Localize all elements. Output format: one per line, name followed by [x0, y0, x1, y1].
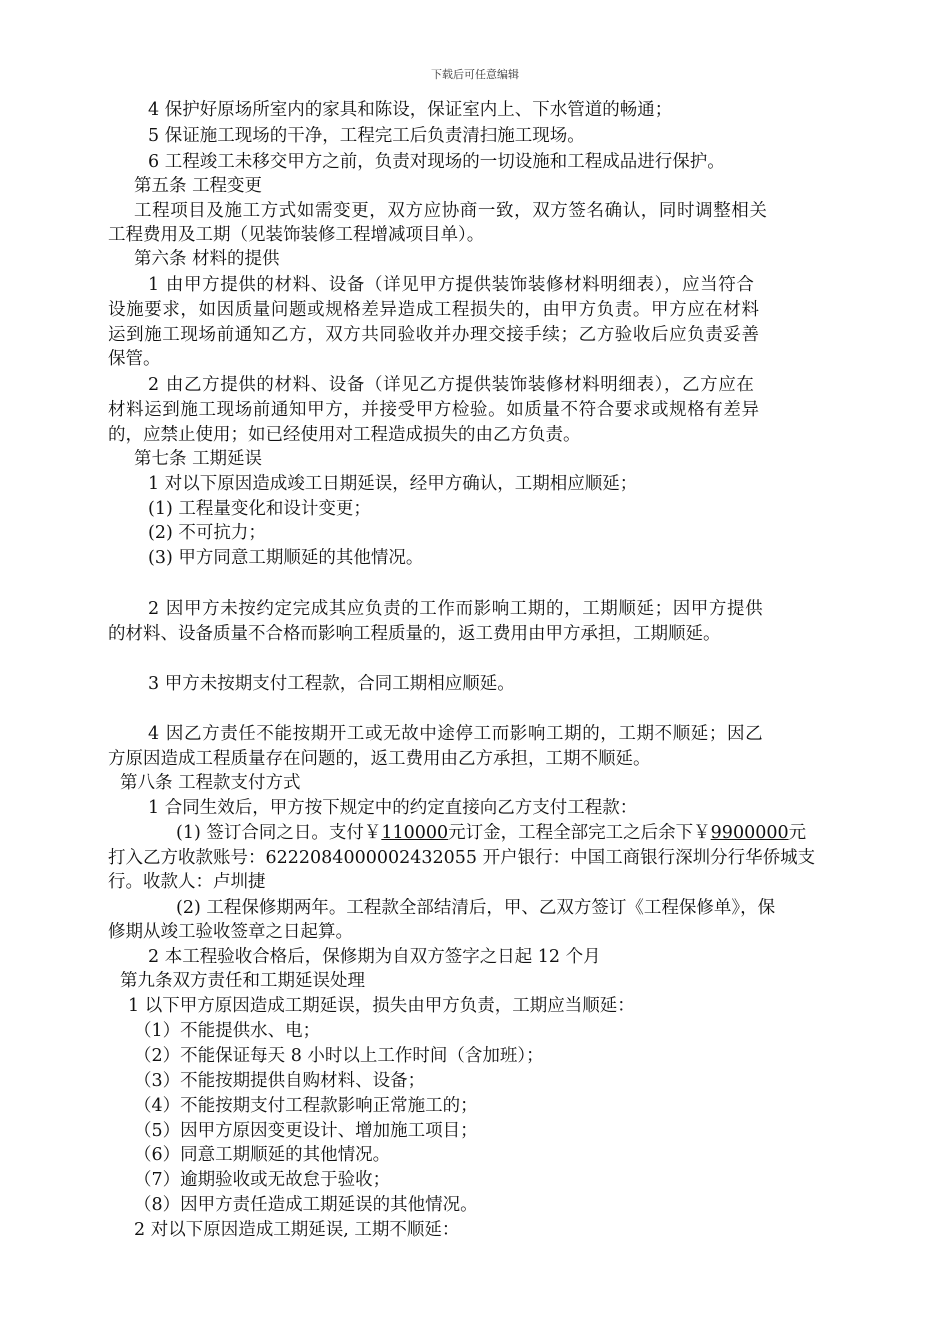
page-header: 下载后可任意编辑 [431, 68, 519, 81]
paragraph-line: 3 甲方未按期支付工程款，合同工期相应顺延。 [148, 674, 515, 694]
payment-line [176, 821, 806, 845]
paragraph-line: 2 因甲方未按约定完成其应负责的工作而影响工期的，工期顺延；因甲方提供 [148, 599, 764, 619]
list-item: (3) 甲方同意工期顺延的其他情况。 [148, 548, 424, 568]
paragraph-line: 方原因造成工程质量存在问题的，返工费用由乙方承担，工期不顺延。 [108, 749, 651, 769]
list-item: （2）不能保证每天 8 小时以上工作时间（含加班）； [134, 1046, 544, 1066]
paragraph-line: 4 因乙方责任不能按期开工或无故中途停工而影响工期的，工期不顺延；因乙 [148, 724, 764, 744]
paragraph-line: 1 合同生效后，甲方按下规定中的约定直接向乙方支付工程款： [148, 798, 638, 818]
payment-suffix: 元 [788, 823, 807, 843]
paragraph-line: 的，应禁止使用；如已经使用对工程造成损失的由乙方负责。 [108, 425, 581, 445]
section-heading: 第五条 工程变更 [134, 176, 263, 196]
paragraph-line: 1 对以下原因造成竣工日期延误，经甲方确认，工期相应顺延； [148, 474, 638, 494]
section-heading: 第九条双方责任和工期延误处理 [120, 971, 365, 991]
paragraph-line: 工程费用及工期（见装饰装修工程增减项目单）。 [108, 225, 485, 245]
balance-amount: 9900000 [710, 823, 789, 843]
paragraph-line: 2 由乙方提供的材料、设备（详见乙方提供装饰装修材料明细表），乙方应在 [148, 375, 755, 395]
section-heading: 第八条 工程款支付方式 [120, 773, 301, 793]
list-item: （7）逾期验收或无故怠于验收； [134, 1170, 391, 1190]
section-heading: 第七条 工期延误 [134, 449, 263, 469]
paragraph-line: 材料运到施工现场前通知甲方，并接受甲方检验。如质量不符合要求或规格有差异 [108, 400, 760, 420]
list-item: （4）不能按期支付工程款影响正常施工的； [134, 1096, 478, 1116]
paragraph-line: 设施要求，如因质量问题或规格差异造成工程损失的，由甲方负责。甲方应在材料 [108, 300, 760, 320]
paragraph-line: (2) 工程保修期两年。工程款全部结清后，甲、乙双方签订《工程保修单》，保 [176, 898, 776, 918]
list-item: （8）因甲方责任造成工期延误的其他情况。 [134, 1195, 478, 1215]
list-item: （1）不能提供水、电； [134, 1021, 321, 1041]
list-item: （6）同意工期顺延的其他情况。 [134, 1145, 391, 1165]
paragraph-line: 6 工程竣工未移交甲方之前，负责对现场的一切设施和工程成品进行保护。 [148, 152, 725, 172]
section-heading: 第六条 材料的提供 [134, 249, 280, 269]
paragraph-line: 保管。 [108, 349, 161, 369]
list-item: （3）不能按期提供自购材料、设备； [134, 1071, 426, 1091]
deposit-amount: 110000 [381, 823, 449, 843]
paragraph-line: 2 本工程验收合格后，保修期为自双方签字之日起 12 个月 [148, 947, 601, 967]
paragraph-line: 5 保证施工现场的干净，工程完工后负责清扫施工现场。 [148, 126, 585, 146]
list-item: (2) 不可抗力； [148, 523, 266, 543]
paragraph-line: 打入乙方收款账号：6222084000002432055 开户银行：中国工商银行深圳分行华侨城支 [108, 848, 816, 868]
payment-middle: 元订金，工程全部完工之后余下￥ [448, 823, 711, 843]
paragraph-line: 2 对以下原因造成工期延误, 工期不顺延： [134, 1220, 460, 1240]
paragraph-line: 1 由甲方提供的材料、设备（详见甲方提供装饰装修材料明细表），应当符合 [148, 275, 755, 295]
paragraph-line: 4 保护好原场所室内的家具和陈设，保证室内上、下水管道的畅通； [148, 100, 673, 120]
paragraph-line: 运到施工现场前通知乙方，双方共同验收并办理交接手续；乙方验收后应负责妥善 [108, 325, 760, 345]
list-item: （5）因甲方原因变更设计、增加施工项目； [134, 1121, 478, 1141]
paragraph-line: 行。收款人：卢圳捷 [108, 872, 266, 892]
paragraph-line: 1 以下甲方原因造成工期延误，损失由甲方负责，工期应当顺延： [128, 996, 635, 1016]
paragraph-line: 修期从竣工验收签章之日起算。 [108, 922, 353, 942]
paragraph-line: 工程项目及施工方式如需变更，双方应协商一致，双方签名确认，同时调整相关 [134, 201, 768, 221]
paragraph-line: 的材料、设备质量不合格而影响工程质量的，返工费用由甲方承担，工期顺延。 [108, 624, 721, 644]
list-item: (1) 工程量变化和设计变更； [148, 499, 371, 519]
payment-prefix: (1) 签订合同之日。支付￥ [176, 823, 382, 843]
